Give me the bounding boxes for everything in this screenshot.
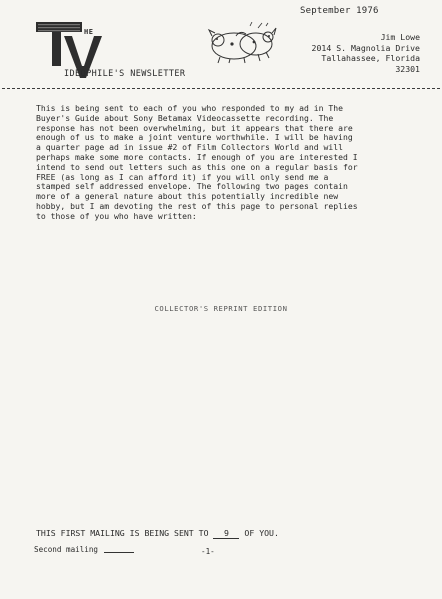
body-line: intend to send out letters such as this one on a regular basis for [36,161,358,172]
body-line: FREE (as long as I can afford it) if you will only send me a [36,171,329,182]
body-line: a quarter page ad in issue #2 of Film Collectors World and will [36,142,343,153]
second-mailing-blank [104,552,134,553]
body-line: to those of you who have written: [36,210,197,221]
mailing-suffix: OF YOU. [244,528,279,538]
body-line: Buyer's Guide about Sony Betamax Videocassette recording. The [36,112,334,123]
reprint-label: COLLECTOR'S REPRINT EDITION [154,304,288,313]
page-number: -1- [201,547,215,556]
body-line: stamped self addressed envelope. The following two pages contain [36,181,348,192]
mailing-count: 9 [213,528,239,539]
body-line: hobby, but I am devoting the rest of this page to personal replies [36,200,358,211]
address-zip: 32301 [395,63,420,74]
mailing-prefix: THIS FIRST MAILING IS BEING SENT TO [36,528,209,538]
mailing-line [36,528,279,539]
letter-body [36,104,408,222]
address-city: Tallahassee, Florida [321,53,420,63]
mascot-illustration [206,22,282,64]
newsletter-title: IDEOPHILE'S NEWSLETTER [64,69,186,79]
return-address [300,32,420,74]
address-street: 2014 S. Magnolia Drive [311,42,420,53]
body-line: This is being sent to each of you who responded to my ad in The [36,103,343,113]
second-mailing-line [34,545,134,554]
body-line: perhaps make some more contacts. If enough of you are interested I [36,151,358,162]
issue-date: September 1976 [300,6,379,16]
second-mailing-label: Second mailing [34,545,99,554]
dashed-divider [2,88,440,89]
address-name: Jim Lowe [380,32,420,42]
body-line: more of a general nature about this potentially incredible new [36,191,339,202]
body-line: enough of us to make a joint venture worthwhile. I will be having [36,132,353,143]
logo-letters: HE [84,28,94,36]
body-line: response has not been overwhelming, but it appears that there are [36,122,353,133]
